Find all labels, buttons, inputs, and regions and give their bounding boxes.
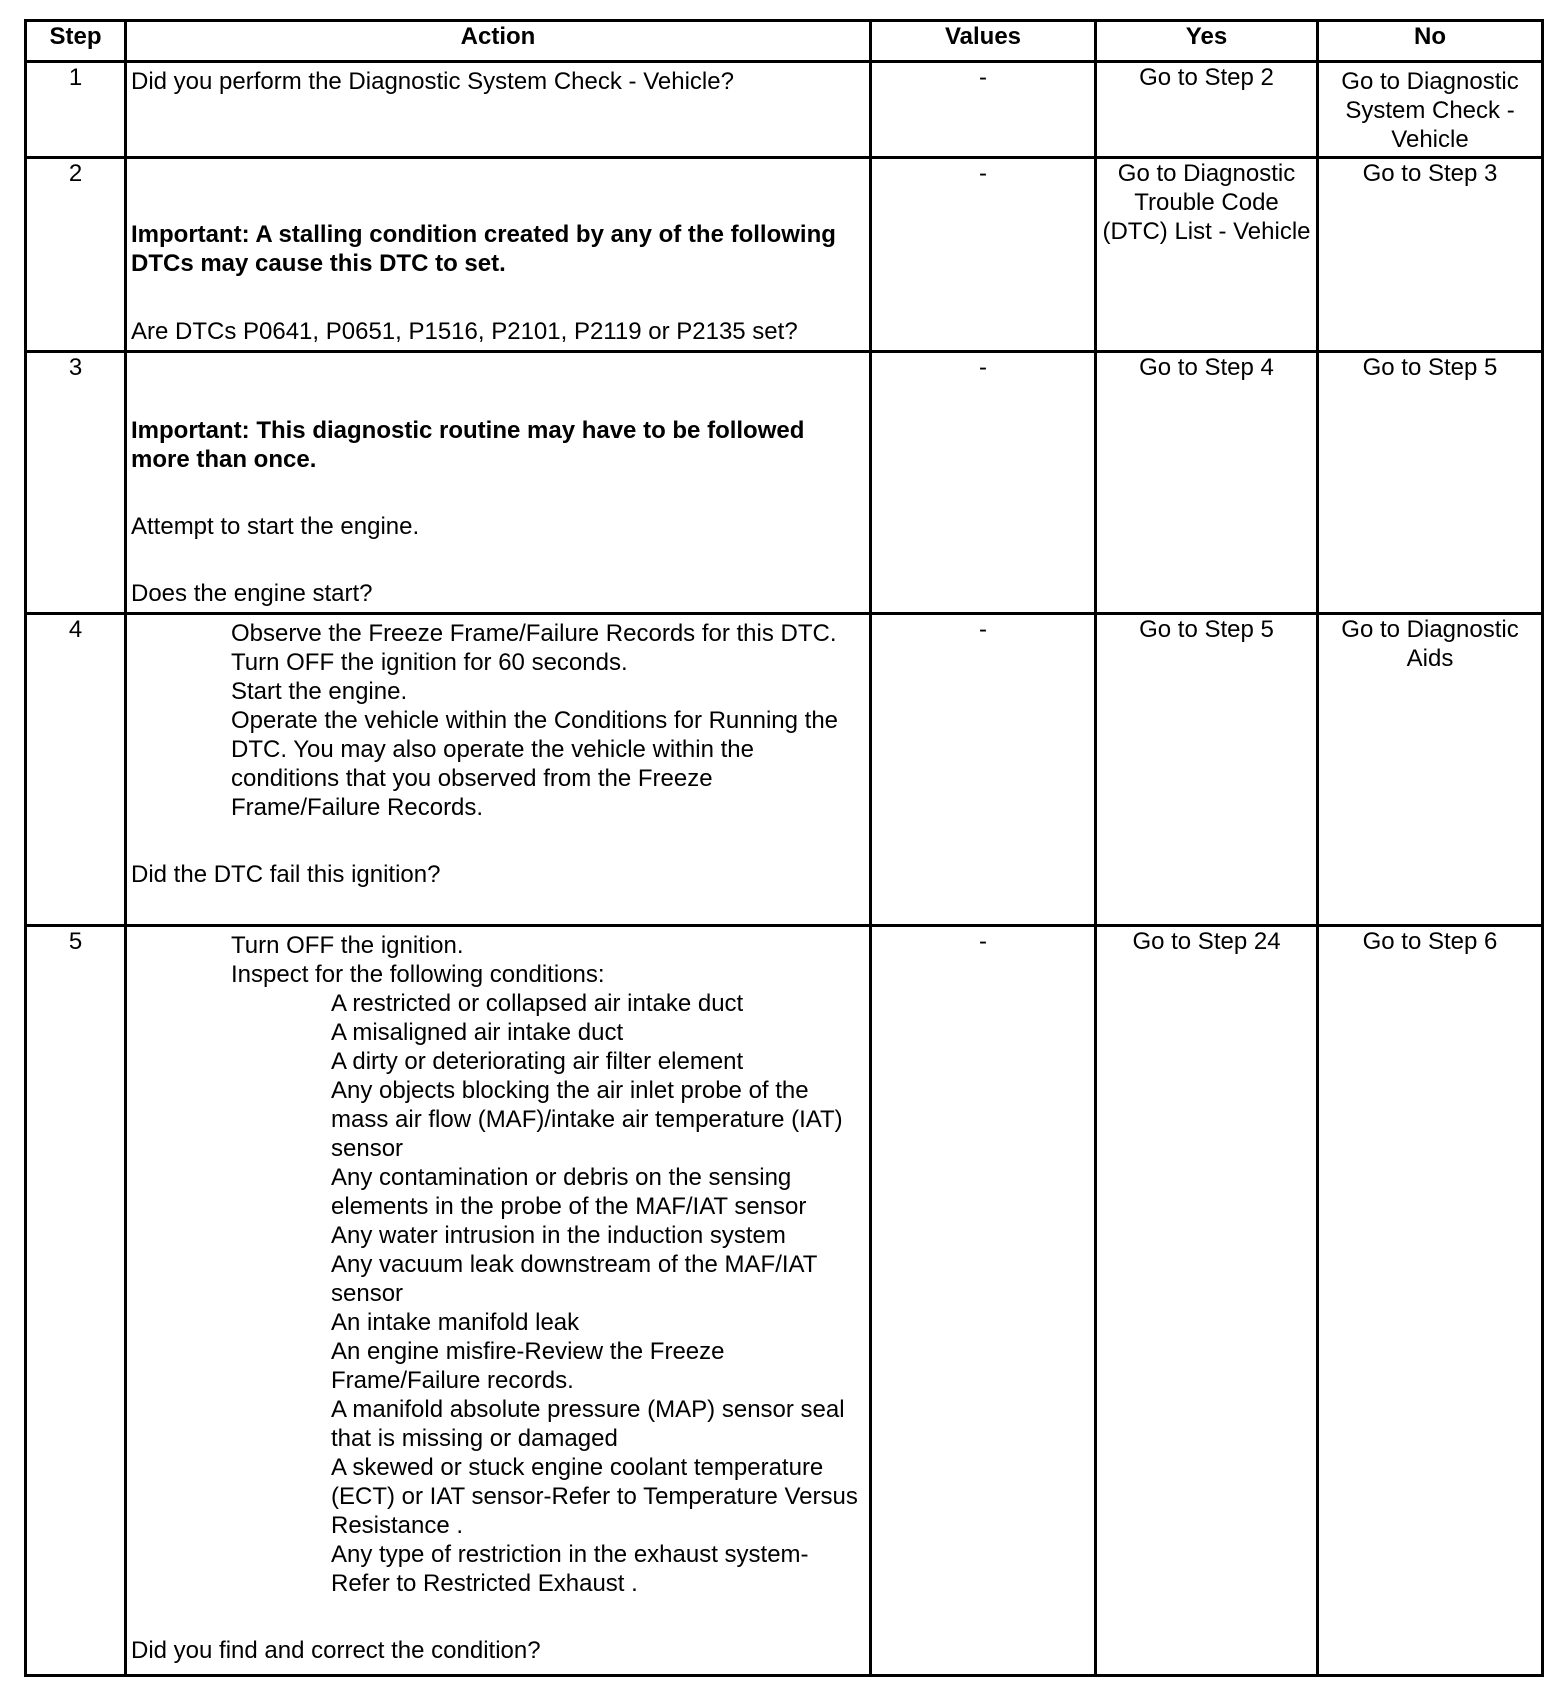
action-step-item: Inspect for the following conditions: xyxy=(231,961,605,988)
header-step: Step xyxy=(26,21,126,62)
header-row xyxy=(26,21,1543,62)
condition-item: A restricted or collapsed air intake duct xyxy=(331,990,744,1017)
action-step-item: Operate the vehicle within the Conditions for Running the DTC. You may also operate the vehicle within the conditions that you observed from the Freeze Frame/Failure Records. xyxy=(231,707,839,821)
header-yes: Yes xyxy=(1096,21,1318,62)
values-cell: - xyxy=(871,926,1096,1676)
no-cell: Go to Step 6 xyxy=(1318,926,1543,1676)
condition-item: Any vacuum leak downstream of the MAF/IAT sensor xyxy=(331,1251,817,1307)
condition-item: A skewed or stuck engine coolant temperature (ECT) or IAT sensor-Refer to Temperature Versus Resistance . xyxy=(331,1454,858,1539)
action-instruction: Attempt to start the engine. xyxy=(131,513,420,540)
header-action: Action xyxy=(126,21,871,62)
yes-cell: Go to Diagnostic Trouble Code (DTC) List - Vehicle xyxy=(1096,158,1318,352)
action-cell xyxy=(126,614,871,926)
no-cell: Go to Diagnostic Aids xyxy=(1318,614,1543,926)
no-cell: Go to Step 5 xyxy=(1318,352,1543,614)
step-number: 5 xyxy=(26,926,126,1676)
condition-item: An intake manifold leak xyxy=(331,1309,580,1336)
condition-item: Any objects blocking the air inlet probe of the mass air flow (MAF)/intake air temperature (IAT) sensor xyxy=(331,1077,843,1162)
action-cell xyxy=(126,62,871,158)
values-cell: - xyxy=(871,352,1096,614)
action-important-note: Important: This diagnostic routine may have to be followed more than once. xyxy=(131,417,805,473)
header-values: Values xyxy=(871,21,1096,62)
action-cell xyxy=(126,352,871,614)
step-number: 3 xyxy=(26,352,126,614)
diagnostic-table xyxy=(24,19,1544,1677)
action-question: Does the engine start? xyxy=(131,580,373,607)
action-step-item: Observe the Freeze Frame/Failure Records for this DTC. xyxy=(231,620,837,647)
action-important-note: Important: A stalling condition created by any of the following DTCs may cause this DTC to set. xyxy=(131,221,836,277)
action-cell xyxy=(126,926,871,1676)
action-question: Did you find and correct the condition? xyxy=(131,1637,541,1664)
values-cell: - xyxy=(871,62,1096,158)
action-step-item: Start the engine. xyxy=(231,678,408,705)
yes-cell: Go to Step 5 xyxy=(1096,614,1318,926)
table-row xyxy=(26,926,1543,1676)
condition-item: Any contamination or debris on the sensing elements in the probe of the MAF/IAT sensor xyxy=(331,1164,807,1220)
step-number: 1 xyxy=(26,62,126,158)
condition-item: An engine misfire-Review the Freeze Frame/Failure records. xyxy=(331,1338,725,1394)
header-no: No xyxy=(1318,21,1543,62)
table-row xyxy=(26,62,1543,158)
yes-cell: Go to Step 24 xyxy=(1096,926,1318,1676)
table-row xyxy=(26,614,1543,926)
condition-item: A misaligned air intake duct xyxy=(331,1019,624,1046)
action-question: Are DTCs P0641, P0651, P1516, P2101, P2119 or P2135 set? xyxy=(131,318,798,345)
values-cell: - xyxy=(871,158,1096,352)
values-cell: - xyxy=(871,614,1096,926)
no-cell: Go to Diagnostic System Check - Vehicle xyxy=(1318,62,1543,158)
table-row xyxy=(26,158,1543,352)
step-number: 2 xyxy=(26,158,126,352)
condition-item: A dirty or deteriorating air filter element xyxy=(331,1048,744,1075)
action-question: Did you perform the Diagnostic System Check - Vehicle? xyxy=(131,68,734,95)
action-question: Did the DTC fail this ignition? xyxy=(131,861,441,888)
action-cell xyxy=(126,158,871,352)
step-number: 4 xyxy=(26,614,126,926)
no-cell: Go to Step 3 xyxy=(1318,158,1543,352)
yes-cell: Go to Step 2 xyxy=(1096,62,1318,158)
yes-cell: Go to Step 4 xyxy=(1096,352,1318,614)
condition-item: Any type of restriction in the exhaust system-Refer to Restricted Exhaust . xyxy=(331,1541,809,1597)
table-row xyxy=(26,352,1543,614)
action-step-item: Turn OFF the ignition. xyxy=(231,932,464,959)
action-step-item: Turn OFF the ignition for 60 seconds. xyxy=(231,649,628,676)
condition-item: Any water intrusion in the induction system xyxy=(331,1222,786,1249)
condition-item: A manifold absolute pressure (MAP) sensor seal that is missing or damaged xyxy=(331,1396,845,1452)
